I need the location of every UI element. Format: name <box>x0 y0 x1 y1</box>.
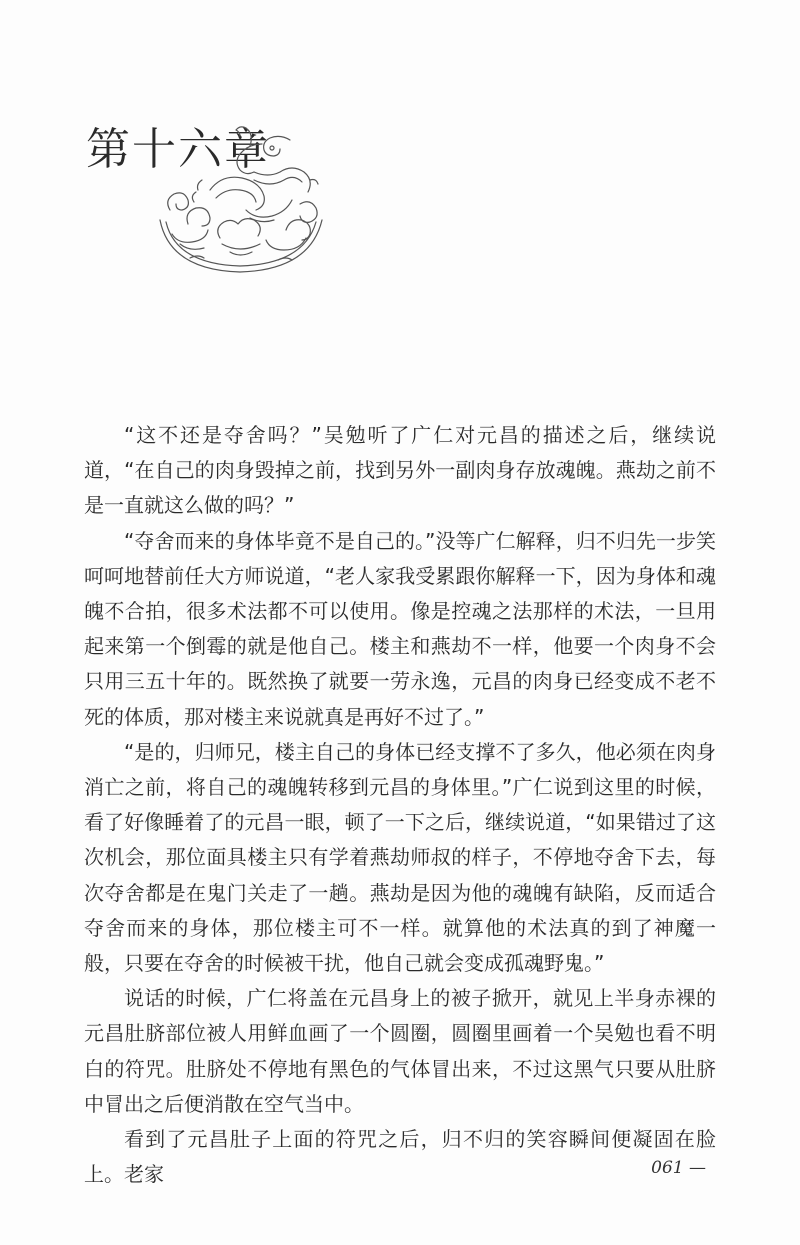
paragraph: “是的，归师兄，楼主自己的身体已经支撑不了多久，他必须在肉身消亡之前，将自己的魂魄转移到元昌的身体里。”广仁说到这里的时候，看了好像睡着了的元昌一眼，顿了一下之后，继续说道，“如果错过了这次机会，那位面具楼主只有学着燕劫师叔的样子，不停地夺舍下去，每次夺舍都是在鬼门关走了一趟。燕劫是因为他的魂魄有缺陷，反而适合夺舍而来的身体，那位楼主可不一样。就算他的术法真的到了神魔一般，只要在夺舍的时候被干扰，他自己就会变成孤魂野鬼。” <box>84 739 716 976</box>
chapter-title: 第十六章 <box>86 124 270 175</box>
page-footer <box>651 1158 706 1178</box>
paragraph: “这不还是夺舍吗？”吴勉听了广仁对元昌的描述之后，继续说道，“在自己的肉身毁掉之前，找到另外一副肉身存放魂魄。燕劫之前不是一直就这么做的吗？” <box>84 423 716 518</box>
page-number-dash: — <box>689 1158 706 1178</box>
page-number: 061 <box>651 1158 684 1178</box>
cloud-dragon-ornament-icon <box>150 120 330 280</box>
chapter-body <box>84 418 716 1192</box>
paragraph: 说话的时候，广仁将盖在元昌身上的被子掀开，就见上半身赤裸的元昌肚脐部位被人用鲜血画了一个圆圈，圆圈里画着一个吴勉也看不明白的符咒。肚脐处不停地有黑色的气体冒出来，不过这黑气只要从肚脐中冒出之后便消散在空气当中。 <box>84 986 716 1116</box>
paragraph: 看到了元昌肚子上面的符咒之后，归不归的笑容瞬间便凝固在脸上。老家 <box>84 1127 716 1187</box>
paragraph: “夺舍而来的身体毕竟不是自己的。”没等广仁解释，归不归先一步笑呵呵地替前任大方师说道，“老人家我受累跟你解释一下，因为身体和魂魄不合拍，很多术法都不可以使用。像是控魂之法那样的术法，一旦用起来第一个倒霉的就是他自己。楼主和燕劫不一样，他要一个肉身不会只用三五十年的。既然换了就要一劳永逸，元昌的肉身已经变成不老不死的体质，那对楼主来说就真是再好不过了。” <box>84 528 716 729</box>
